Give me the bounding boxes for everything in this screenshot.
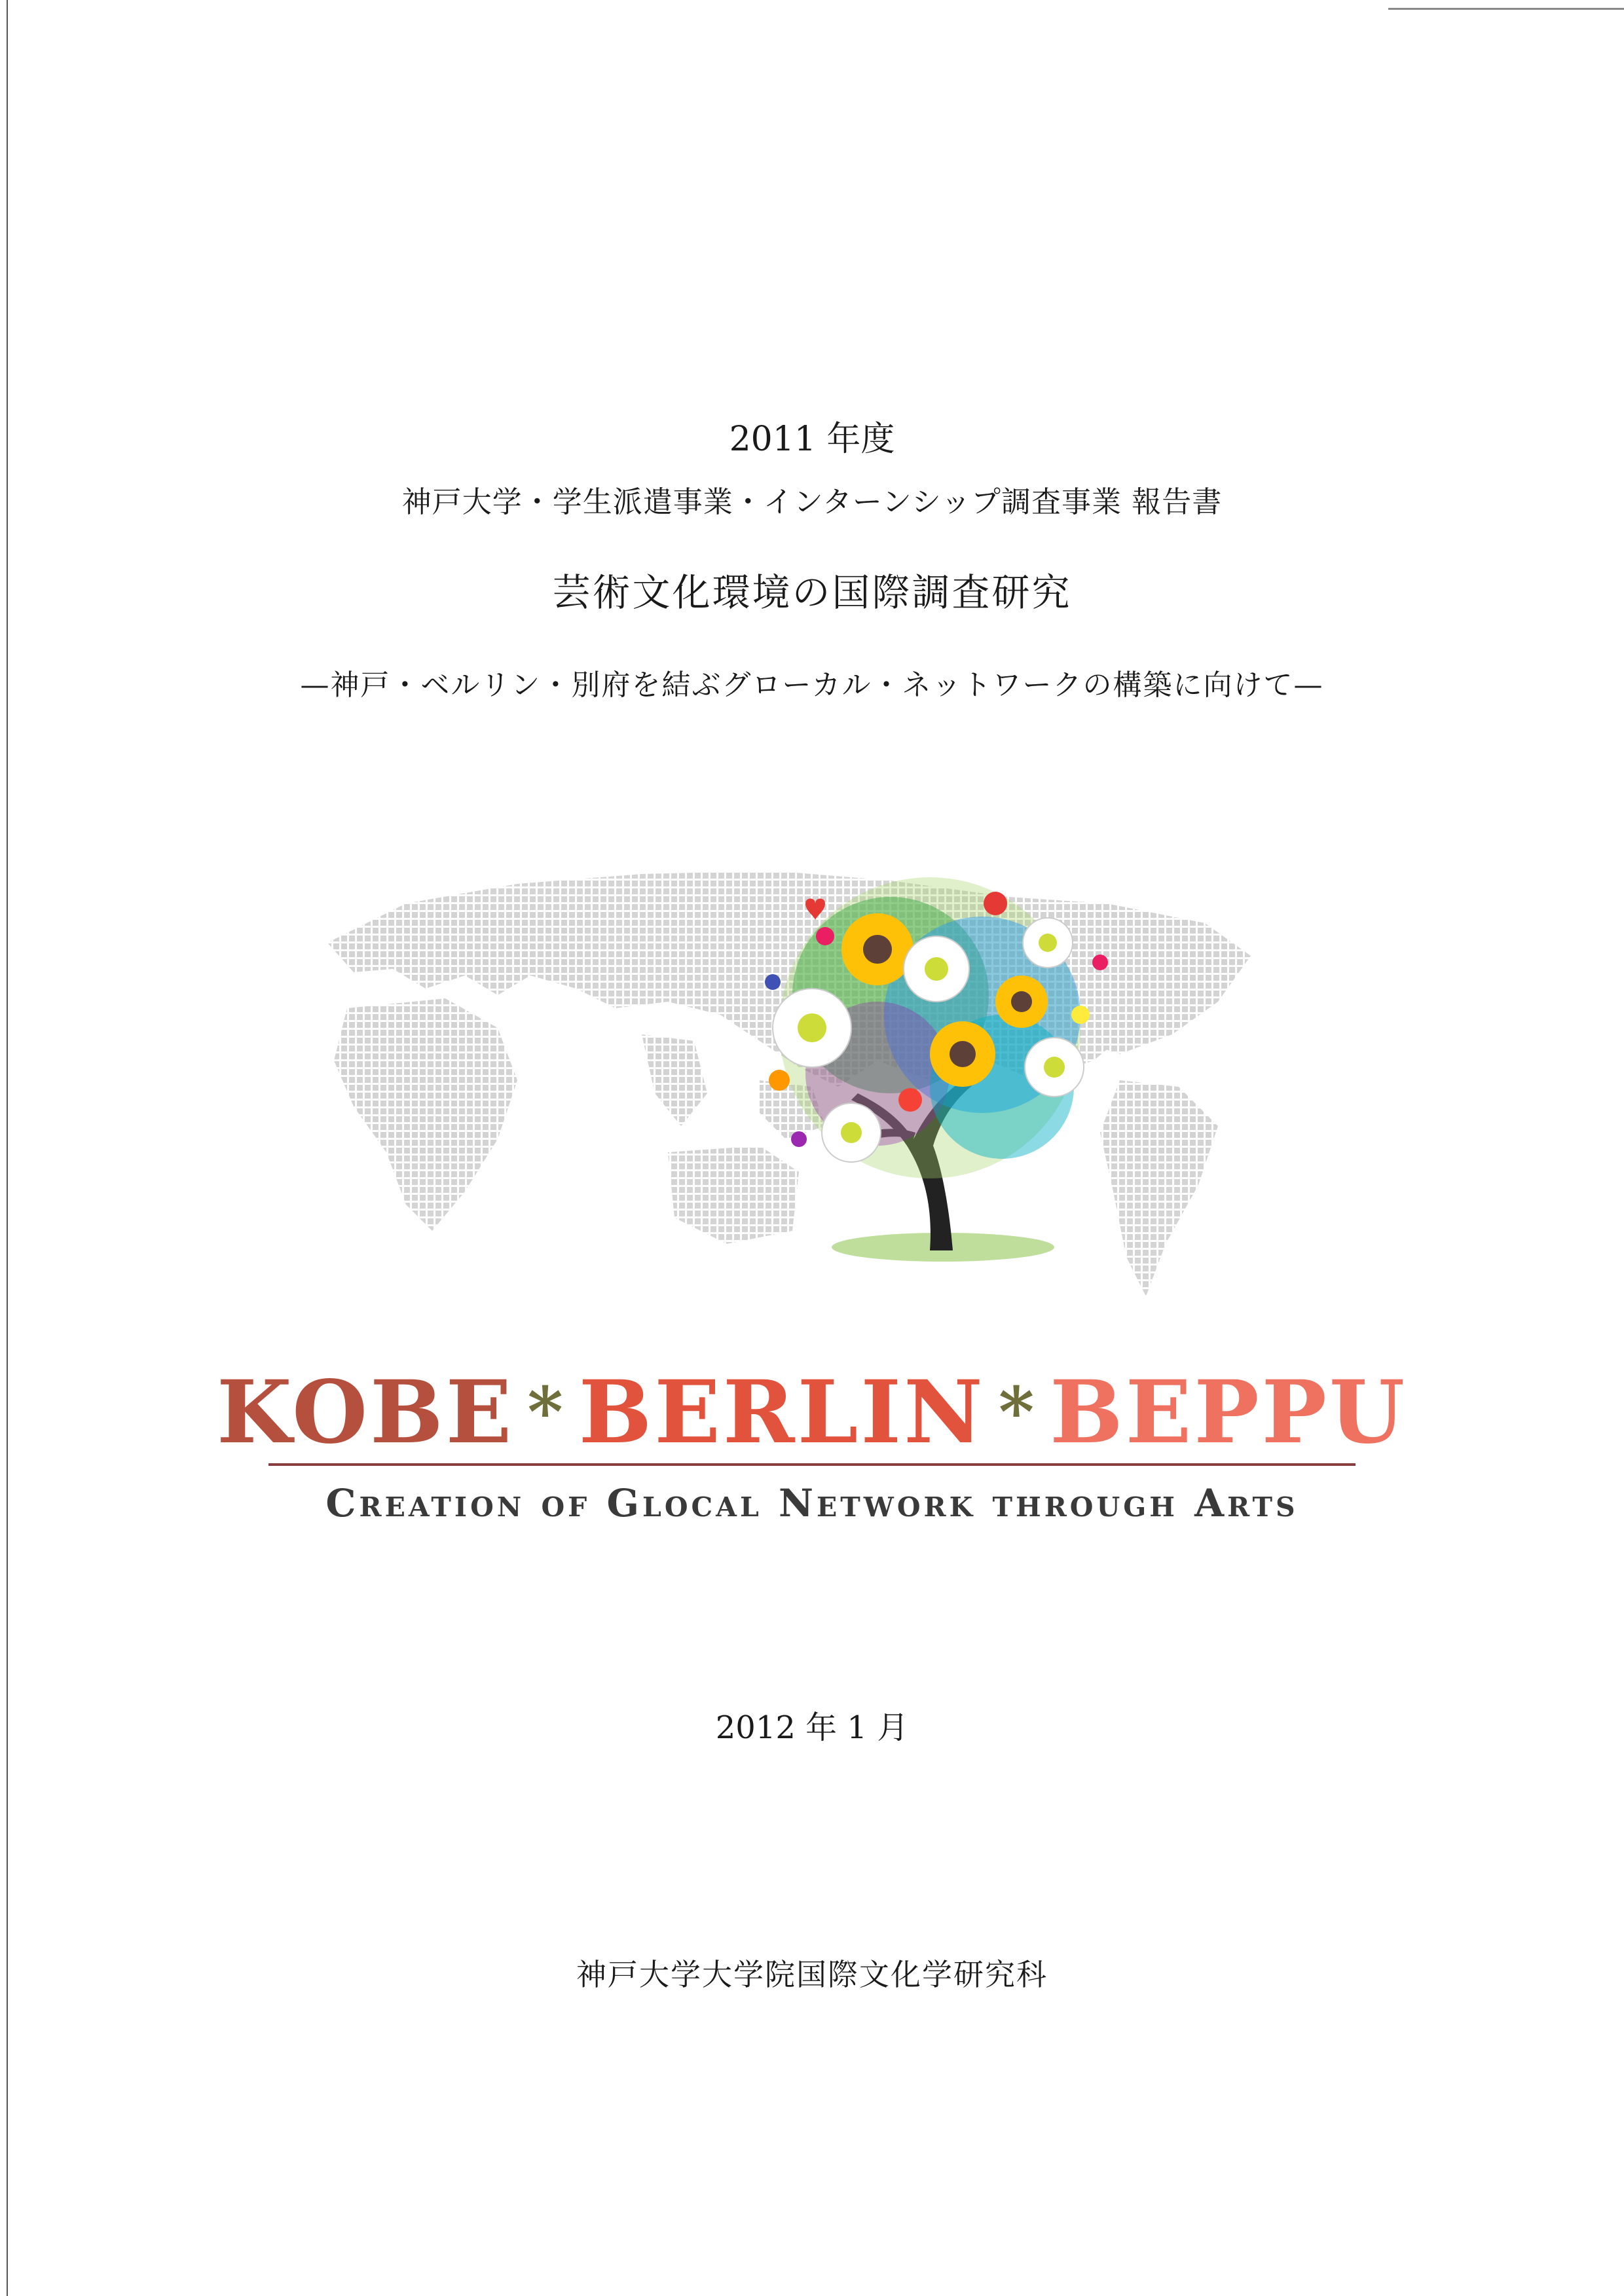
logo-divider (268, 1463, 1356, 1466)
report-title: 芸術文化環境の国際調査研究 (552, 570, 1072, 615)
program-name: 神戸大学・学生派遣事業・インターンシップ調査事業 報告書 (401, 484, 1223, 519)
logo-word-kobe: KOBE (216, 1362, 515, 1463)
logo-tagline: Creation of Glocal Network through Arts (325, 1481, 1299, 1525)
report-subtitle: —神戸・ベルリン・別府を結ぶグローカル・ネットワークの構築に向けて— (300, 668, 1324, 702)
publication-date: 2012 年 1 月 (715, 1709, 909, 1746)
publisher-name: 神戸大学大学院国際文化学研究科 (576, 1957, 1048, 1992)
logo-word-berlin: BERLIN (578, 1362, 986, 1463)
logo-star-icon: * (998, 1372, 1037, 1452)
cover-emblem (301, 864, 1277, 1322)
kobe-berlin-beppu-logo (0, 1362, 1624, 1463)
scan-edge-top (1388, 8, 1624, 10)
logo-word-beppu: BEPPU (1050, 1362, 1408, 1463)
flower-tree-icon (765, 877, 1108, 1262)
report-year: 2011 年度 (729, 420, 895, 459)
logo-star-icon: * (527, 1372, 566, 1452)
